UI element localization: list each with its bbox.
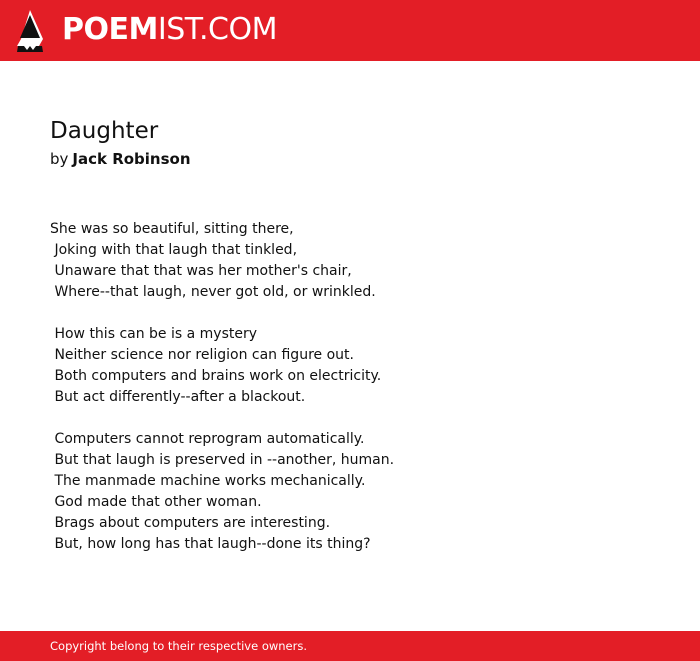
- site-footer: [0, 631, 700, 661]
- poem-line: God made that other woman.: [50, 494, 262, 510]
- poem-author: Jack Robinson: [72, 150, 191, 168]
- poem-line: But that laugh is preserved in --another, human.: [50, 452, 395, 468]
- poem-line: But act differently--after a blackout.: [50, 389, 306, 405]
- poem-line: Computers cannot reprogram automatically.: [50, 431, 365, 447]
- site-header: [0, 0, 700, 61]
- poem-line: How this can be is a mystery: [50, 326, 258, 342]
- poem-line: Where--that laugh, never got old, or wrinkled.: [50, 284, 376, 300]
- poem-line: Joking with that laugh that tinkled,: [50, 242, 298, 258]
- pencil-logo-icon[interactable]: [17, 10, 43, 52]
- by-label: by: [50, 150, 69, 168]
- poem-line: Brags about computers are interesting.: [50, 515, 331, 531]
- poem-line: Unaware that that was her mother's chair,: [50, 263, 352, 279]
- poem-line: She was so beautiful, sitting there,: [50, 221, 294, 237]
- logo-text-light: IST.COM: [157, 12, 277, 47]
- poem-body: [50, 219, 670, 576]
- poem-byline: [50, 149, 191, 169]
- poem-stanza: [50, 429, 670, 555]
- poem-line: But, how long has that laugh--done its thing?: [50, 536, 371, 552]
- poem-line: Both computers and brains work on electricity.: [50, 368, 382, 384]
- poem-stanza: [50, 219, 670, 303]
- poem-line: The manmade machine works mechanically.: [50, 473, 366, 489]
- logo-text-bold: POEM: [62, 12, 158, 47]
- poem-line: Neither science nor religion can figure out.: [50, 347, 354, 363]
- copyright-text: Copyright belong to their respective owners.: [50, 639, 308, 653]
- poem-title: Daughter: [50, 118, 159, 144]
- site-logo[interactable]: [62, 11, 277, 49]
- poem-stanza: [50, 324, 670, 408]
